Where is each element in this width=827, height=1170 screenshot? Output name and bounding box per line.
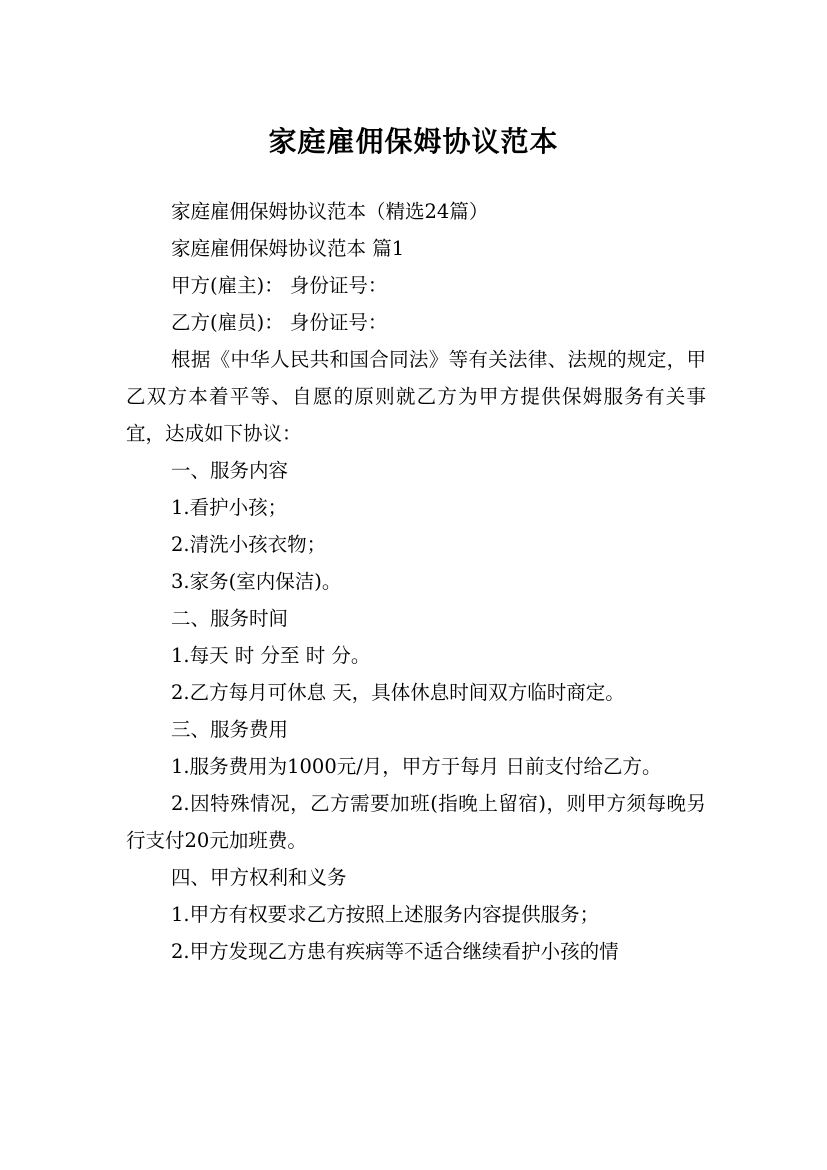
- paragraph: 1.看护小孩；: [171, 496, 288, 519]
- paragraph: 1.每天 时 分至 时 分。: [171, 644, 371, 667]
- paragraph: 一、服务内容: [171, 459, 289, 482]
- paragraph: 家庭雇佣保姆协议范本（精选24篇）: [171, 200, 489, 223]
- paragraph: 乙方(雇员)： 身份证号：: [171, 311, 388, 334]
- paragraph: 三、服务费用: [171, 718, 289, 741]
- paragraph: 1.甲方有权要求乙方按照上述服务内容提供服务；: [171, 903, 600, 926]
- paragraph: 2.乙方每月可休息 天，具体休息时间双方临时商定。: [171, 681, 625, 704]
- paragraph: 二、服务时间: [171, 607, 289, 630]
- paragraph: 四、甲方权利和义务: [171, 866, 347, 889]
- paragraph: 根据《中华人民共和国合同法》等有关法律、法规的规定，甲乙双方本着平等、自愿的原则就乙方为甲方提供保姆服务有关事宜，达成如下协议：: [126, 348, 706, 445]
- paragraph: 家庭雇佣保姆协议范本 篇1: [171, 237, 405, 260]
- paragraph: 2.清洗小孩衣物；: [171, 533, 327, 556]
- paragraph: 甲方(雇主)： 身份证号：: [171, 274, 388, 297]
- paragraph: 2.因特殊情况，乙方需要加班(指晚上留宿)，则甲方须每晚另行支付20元加班费。: [126, 792, 706, 852]
- paragraph: 1.服务费用为1000元/月，甲方于每月 日前支付给乙方。: [171, 755, 662, 778]
- document-body: [126, 193, 706, 970]
- paragraph: 2.甲方发现乙方患有疾病等不适合继续看护小孩的情: [171, 940, 619, 963]
- document-title: 家庭雇佣保姆协议范本: [268, 124, 559, 158]
- paragraph: 3.家务(室内保洁)。: [171, 570, 342, 593]
